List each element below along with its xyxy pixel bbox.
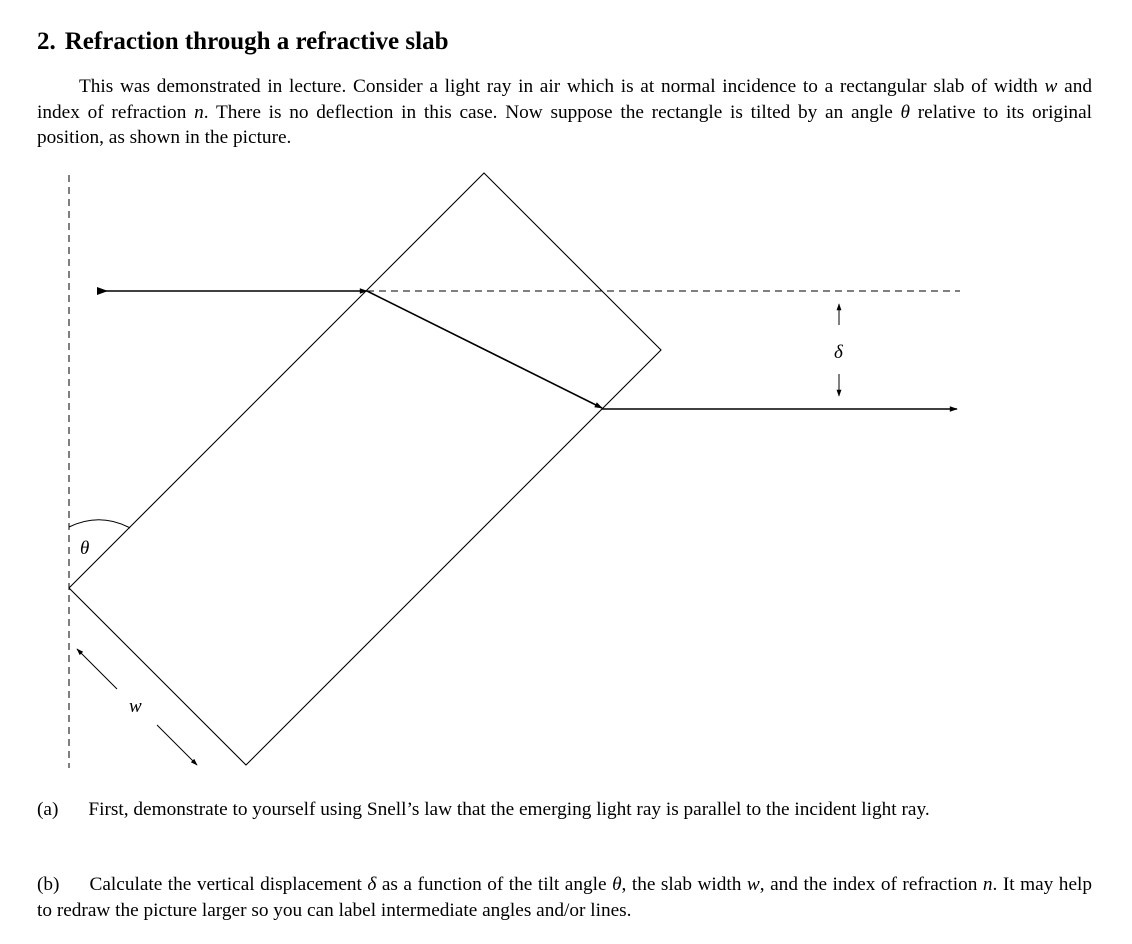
problem-number: 2. [37,28,56,55]
part-b-text-3: , the slab width [621,874,747,895]
part-a [37,797,1092,823]
width-label: w [129,696,142,717]
part-b-text-1: Calculate the vertical displacement [89,874,368,895]
part-b-symbol-delta: δ [367,874,377,895]
tilted-slab [69,173,661,765]
part-b-label: (b) [37,874,60,895]
part-b-text-2: as a function of the tilt angle [376,874,613,895]
intro-text-1: This was demonstrated in lecture. Consider a light ray in air which is at normal incidence to a rectangular slab of width [79,76,1045,97]
intro-symbol-theta: θ [900,101,910,123]
part-a-text: First, demonstrate to yourself using Snell’s law that the emerging light ray is parallel to the incident light ray. [88,799,930,820]
delta-label: δ [834,342,843,363]
part-b-text-5: . It may help to redraw the picture larger so you can label intermediate angles and/or lines. [37,874,1092,921]
refracted-ray [367,291,602,408]
part-b-symbol-theta: θ [612,874,622,895]
part-a-label: (a) [37,799,59,820]
part-b-symbol-w: w [746,874,760,895]
intro-symbol-n: n [194,101,204,123]
part-b-text-4: , and the index of refraction [759,874,983,895]
theta-angle-arc [69,520,130,528]
intro-text-2: and index of refraction [37,76,1092,123]
intro-symbol-w: w [1044,76,1058,97]
intro-text-3: . There is no deflection in this case. Now suppose the rectangle is tilted by an angle [203,101,901,123]
theta-label: θ [80,538,90,559]
width-arrow-lower [157,725,197,765]
incident-ray-tail [97,287,108,295]
width-arrow-upper [77,649,117,689]
part-b [37,872,1092,923]
part-b-symbol-n: n [982,874,993,895]
intro-text-4: relative to its original position, as shown in the picture. [37,101,1092,148]
problem-title: Refraction through a refractive slab [64,28,449,55]
